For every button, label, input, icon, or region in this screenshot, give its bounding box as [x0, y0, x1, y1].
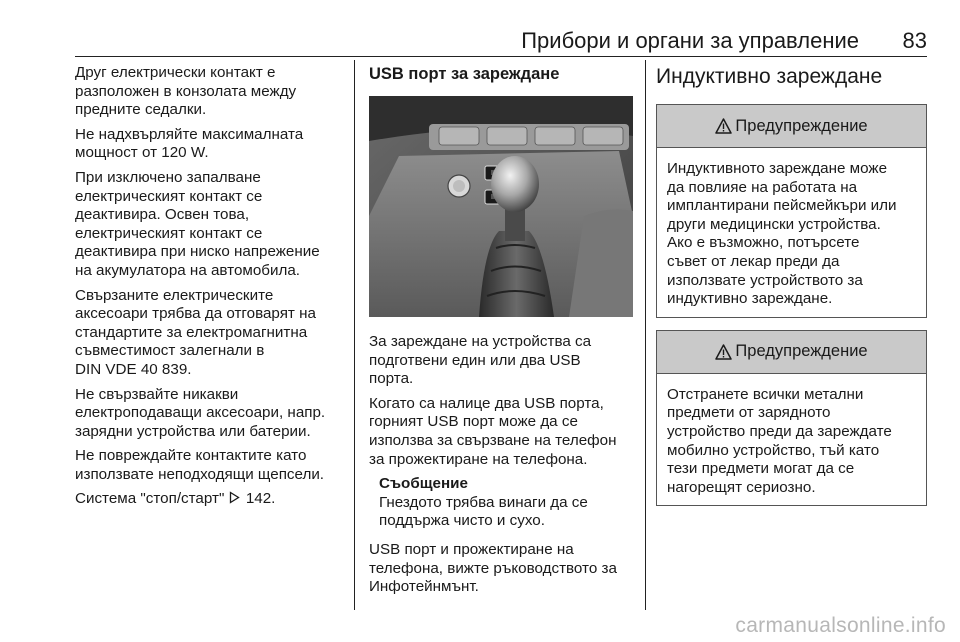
warning-box [656, 330, 927, 507]
paragraph: Не повреждайте контактите като използвате неподходящи щепсели. [75, 447, 325, 483]
warning-body: Индуктивното зареждане може да повлияе на работата на имплантирани пейсмейкъри или други медицински устройства. Ако е възможно, потърсете съвет от лекар преди да използвате устройството за индуктивно зареждане. [667, 160, 897, 308]
warning-header [657, 105, 926, 148]
watermark: carmanualsonline.info [735, 614, 946, 637]
warning-triangle-icon [715, 344, 732, 360]
column-divider [645, 60, 646, 610]
paragraph: Друг електрически контакт е разположен в конзолата между предните седалки. [75, 64, 297, 119]
page-number: 83 [902, 28, 927, 53]
note-box [369, 475, 633, 531]
column-middle [369, 64, 633, 603]
header-title: Прибори и органи за управление [521, 28, 859, 53]
note-text: Гнездото трябва винаги да се поддържа чисто и сухо. [379, 493, 588, 530]
reference-text: Система "стоп/старт" [75, 490, 225, 508]
warning-body: Отстранете всички метални предмети от зарядното устройство преди да зареждате мобилно устройство, тъй като тези предмети могат да се нагорещят сериозно. [667, 385, 892, 496]
warning-title: Предупреждение [735, 342, 868, 361]
inductive-section-heading: Индуктивно зареждане [656, 65, 883, 88]
note-title: Съобщение [379, 475, 468, 493]
cross-reference [75, 490, 347, 509]
warning-box [656, 104, 927, 318]
column-left [75, 64, 347, 515]
warning-header [657, 331, 926, 374]
column-right [656, 64, 927, 518]
paragraph: Свързаните електрическите аксесоари трябва да отговарят на стандартите за електромагнитна съвместимост залегнали в DIN VDE 40 839. [75, 286, 316, 378]
page-header [75, 26, 927, 57]
column-divider [354, 60, 355, 610]
paragraph: USB порт и прожектиране на телефона, вижте ръководството за Инфотейнмънт. [369, 540, 617, 596]
usb-port-illustration [369, 96, 633, 317]
paragraph: Не свързвайте никакви електроподаващи аксесоари, напр. зарядни устройства или батерии. [75, 385, 326, 440]
paragraph: За зареждане на устройства са подготвени един или два USB порта. [369, 333, 592, 388]
reference-page: 142. [245, 490, 276, 508]
center-console-image [369, 96, 633, 317]
page-reference-arrow-icon [229, 491, 240, 504]
warning-triangle-icon [715, 118, 732, 134]
warning-title: Предупреждение [735, 116, 868, 135]
paragraph: Когато са налице два USB порта, горният USB порт може да се използва за свързване на телефон за прожектиране на телефона. [369, 394, 617, 468]
usb-section-heading: USB порт за зареждане [369, 65, 560, 83]
paragraph: При изключено запалване електрическият контакт се деактивира. Освен това, електрическият контакт се деактивира при ниско напрежение на акумулатора на автомобила. [75, 168, 320, 279]
paragraph: Не надхвърляйте максималната мощност от 120 W. [75, 125, 304, 162]
